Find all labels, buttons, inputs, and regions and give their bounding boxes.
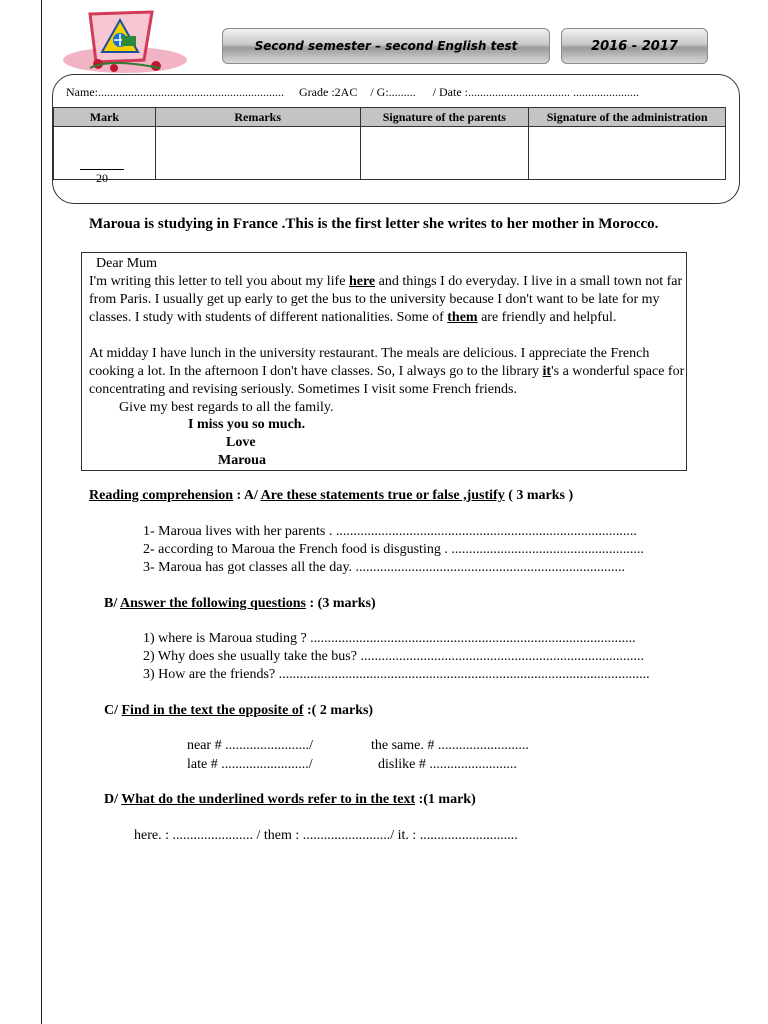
- administration-signature-cell[interactable]: [529, 127, 726, 180]
- letter-signature: Maroua: [218, 453, 266, 468]
- opposite-near[interactable]: near # ......................../: [187, 738, 313, 753]
- letter-miss-you: I miss you so much.: [188, 417, 306, 432]
- section-d-heading: D/ What do the underlined words refer to in the text :(1 mark): [104, 792, 476, 807]
- letter-paragraph-2: At midday I have lunch in the university restaurant. The meals are delicious. I appreciate the French cooking a lot. In the afternoon I don't have classes. So, I always go to the library it's a wonderful space for concentrating and revising seriously. Sometimes I visit some French friends.: [89, 346, 685, 397]
- school-year-banner: 2016 - 2017: [561, 28, 708, 64]
- remarks-cell[interactable]: [155, 127, 360, 180]
- mark-fraction-line: [80, 169, 124, 170]
- student-info-line: [66, 85, 639, 100]
- section-c-heading: C/ Find in the text the opposite of :( 2 marks): [104, 703, 374, 718]
- section-a-item-3[interactable]: 3- Maroua has got classes all the day. .............................................................................: [143, 560, 626, 575]
- underlined-it: it: [542, 364, 552, 379]
- opposite-late[interactable]: late # ........................./: [187, 757, 313, 772]
- remarks-header: Remarks: [155, 108, 360, 127]
- parents-signature-cell[interactable]: [360, 127, 529, 180]
- parents-signature-header: Signature of the parents: [360, 108, 529, 127]
- underlined-them: them: [447, 310, 478, 325]
- reading-intro: Maroua is studying in France .This is the first letter she writes to her mother in Morocco.: [89, 216, 659, 232]
- section-d-answers[interactable]: here. : ....................... / them : ........................./ it. : ............................: [134, 828, 518, 843]
- letter-love: Love: [226, 435, 256, 450]
- mark-cell[interactable]: [54, 127, 156, 185]
- group-field[interactable]: / G:.........: [370, 85, 416, 99]
- test-title-banner: Second semester – second English test: [222, 28, 550, 64]
- date-field[interactable]: / Date :.................................. ......................: [432, 85, 639, 99]
- section-a-item-1[interactable]: 1- Maroua lives with her parents . ......................................................................................: [143, 524, 637, 539]
- section-a-heading: Reading comprehension : A/ Are these statements true or false ,justify ( 3 marks ): [89, 488, 574, 503]
- opposite-the-same[interactable]: the same. # ..........................: [371, 738, 529, 753]
- letter-regards: Give my best regards to all the family.: [119, 400, 334, 415]
- letter-greeting: Dear Mum: [96, 256, 158, 271]
- section-b-question-3[interactable]: 3) How are the friends? ..........................................................................................................: [143, 667, 650, 682]
- opposite-dislike[interactable]: dislike # .........................: [378, 757, 517, 772]
- page-margin-line: [41, 0, 42, 1024]
- section-b-heading: B/ Answer the following questions : (3 marks): [104, 596, 376, 611]
- section-b-question-1[interactable]: 1) where is Maroua studing ? .............................................................................................: [143, 631, 636, 646]
- underlined-here: here: [348, 274, 376, 289]
- section-b-question-2[interactable]: 2) Why does she usually take the bus? .................................................................................: [143, 649, 644, 664]
- name-field[interactable]: Name:..............................................................: [66, 85, 284, 99]
- grade-table: [53, 107, 726, 185]
- letter-paragraph-1: I'm writing this letter to tell you about my life here and things I do everyday. I live in a small town not far from Paris. I usually get up early to get the bus to the university because I don't want to be late for my classes. I study with students of different nationalities. Some of them are friendly and helpful.: [89, 274, 683, 325]
- grade-label: Grade :2AC: [299, 85, 358, 99]
- mark-total: 20: [96, 171, 108, 185]
- section-a-item-2[interactable]: 2- according to Maroua the French food is disgusting . .......................................................: [143, 542, 644, 557]
- administration-signature-header: Signature of the administration: [529, 108, 726, 127]
- letter-box: [81, 252, 687, 471]
- school-logo: [60, 8, 190, 78]
- mark-header: Mark: [54, 108, 156, 127]
